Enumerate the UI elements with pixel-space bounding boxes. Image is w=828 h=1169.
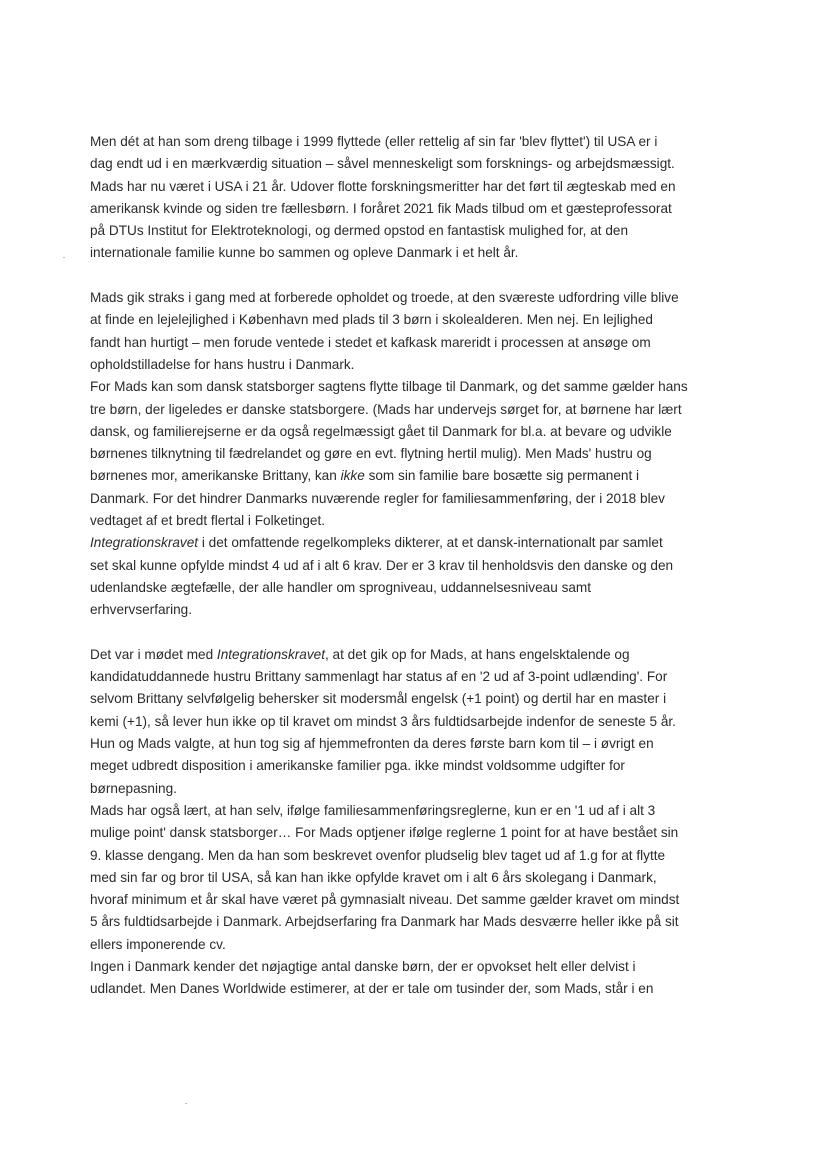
- emphasis: ikke: [340, 468, 365, 484]
- text-line: set skal kunne opfylde mindst 4 ud af i alt 6 krav. Der er 3 krav til henholdsvis den danske og den: [90, 557, 674, 573]
- text-line: hvoraf minimum et år skal have været på gymnasialt niveau. Det samme gælder kravet om mindst: [90, 892, 680, 908]
- text-line: For Mads kan som dansk statsborger sagtens flytte tilbage til Danmark, og det samme gælder hans: [90, 379, 688, 395]
- text-segment: , at det gik op for Mads, at hans engelsktalende og: [324, 646, 630, 662]
- text-line: udlandet. Men Danes Worldwide estimerer, at der er tale om tusinder der, som Mads, står i en: [90, 981, 654, 997]
- text-line: udenlandske ægtefælle, der alle handler om sprogniveau, uddannelsesniveau samt: [90, 579, 592, 595]
- text-line: børnepasning.: [90, 780, 177, 796]
- text-line: dansk, og familierejserne er da også regelmæssigt gået til Danmark for bl.a. at bevare og udvikle: [90, 423, 672, 439]
- text-line: meget udbredt disposition i amerikanske familier pga. ikke mindst voldsomme udgifter for: [90, 758, 625, 774]
- text-line: ellers imponerende cv.: [90, 936, 226, 952]
- text-line: Danmark. For det hindrer Danmarks nuværende regler for familiesammenføring, der i 2018 blev: [90, 490, 665, 506]
- text-line: selvom Brittany selvfølgelig behersker sit modersmål engelsk (+1 point) og dertil har en master i: [90, 691, 667, 707]
- paragraph: [90, 644, 750, 800]
- emphasis: Integrationskravet: [216, 646, 325, 662]
- text-segment: i det omfattende regelkompleks dikterer, at et dansk-internationalt par samlet: [201, 535, 663, 551]
- text-line: opholdstilladelse for hans hustru i Danmark.: [90, 356, 355, 372]
- text-line: [90, 644, 750, 666]
- text-line: børnenes tilknytning til fædrelandet og gøre en evt. flytning hertil mulig). Men Mads' hustru og: [90, 446, 652, 462]
- paragraph-gap: [90, 622, 750, 644]
- text-line: at finde en lejelejlighed i København med plads til 3 børn i skolealderen. Men nej. En lejlighed: [90, 312, 653, 328]
- text-line: tre børn, der ligeledes er danske statsborgere. (Mads har undervejs sørget for, at børnene har lært: [90, 401, 682, 417]
- text-segment: Det var i mødet med: [90, 646, 214, 662]
- text-segment: børnenes mor, amerikanske Brittany, kan: [90, 468, 337, 484]
- text-line: 5 års fuldtidsarbejde i Danmark. Arbejdserfaring fra Danmark har Mads desværre heller ikke på sit: [90, 914, 679, 930]
- text-line: på DTUs Institut for Elektroteknologi, og dermed opstod en fantastisk mulighed for, at den: [90, 223, 629, 239]
- text-line: Ingen i Danmark kender det nøjagtige antal danske børn, der er opvokset helt eller delvist i: [90, 958, 636, 974]
- paragraph: [90, 131, 750, 265]
- document-body: [90, 131, 750, 1001]
- text-line: [90, 532, 750, 554]
- text-segment: som sin familie bare bosætte sig permanent i: [368, 468, 640, 484]
- paragraph: [90, 287, 750, 376]
- text-line: dag endt ud i en mærkværdig situation – såvel menneskeligt som forsknings- og arbejdsmæssigt.: [90, 156, 675, 172]
- text-line: vedtaget af et bredt flertal i Folketinget.: [90, 513, 326, 529]
- text-line: 9. klasse dengang. Men da han som beskrevet ovenfor pludselig blev taget ud af 1.g for at flytte: [90, 847, 666, 863]
- text-line: internationale familie kunne bo sammen og opleve Danmark i et helt år.: [90, 245, 519, 261]
- emphasis: Integrationskravet: [90, 535, 199, 551]
- paragraph-gap: [90, 265, 750, 287]
- text-line: Mads har også lært, at han selv, ifølge familiesammenføringsreglerne, kun er en '1 ud af i alt 3: [90, 802, 656, 818]
- text-line: kemi (+1), så lever hun ikke op til kravet om mindst 3 års fuldtidsarbejde indenfor de seneste 5 år.: [90, 713, 676, 729]
- text-line: Mads gik straks i gang med at forberede opholdet og troede, at den sværeste udfordring ville blive: [90, 290, 679, 306]
- text-line: fandt han hurtigt – men forude ventede i stedet et kafkask mareridt i processen at ansøge om: [90, 334, 651, 350]
- paragraph: [90, 376, 750, 532]
- text-line: Hun og Mads valgte, at hun tog sig af hjemmefronten da deres første barn kom til – i øvrigt en: [90, 736, 654, 752]
- text-line: amerikansk kvinde og siden tre fællesbørn. I foråret 2021 fik Mads tilbud om et gæsteprofessorat: [90, 200, 672, 216]
- scan-speck: [185, 1103, 187, 1104]
- scan-speck: [63, 257, 65, 258]
- text-line: [90, 465, 750, 487]
- text-line: mulige point' dansk statsborger… For Mads optjener ifølge reglerne 1 point for at have bestået sin: [90, 825, 679, 841]
- paragraph: [90, 800, 750, 956]
- paragraph: [90, 532, 750, 621]
- text-line: Men dét at han som dreng tilbage i 1999 flyttede (eller rettelig af sin far 'blev flyttet') til USA er i: [90, 134, 658, 149]
- text-line: Mads har nu været i USA i 21 år. Udover flotte forskningsmeritter har det ført til ægteskab med en: [90, 178, 676, 194]
- text-line: kandidatuddannede hustru Brittany sammenlagt har status af en '2 ud af 3-point udlænding'. For: [90, 669, 668, 685]
- text-line: med sin far og bror til USA, så kan han ikke opfylde kravet om i alt 6 års skolegang i Danmark,: [90, 869, 657, 885]
- text-line: erhvervserfaring.: [90, 602, 192, 618]
- paragraph: [90, 956, 750, 1001]
